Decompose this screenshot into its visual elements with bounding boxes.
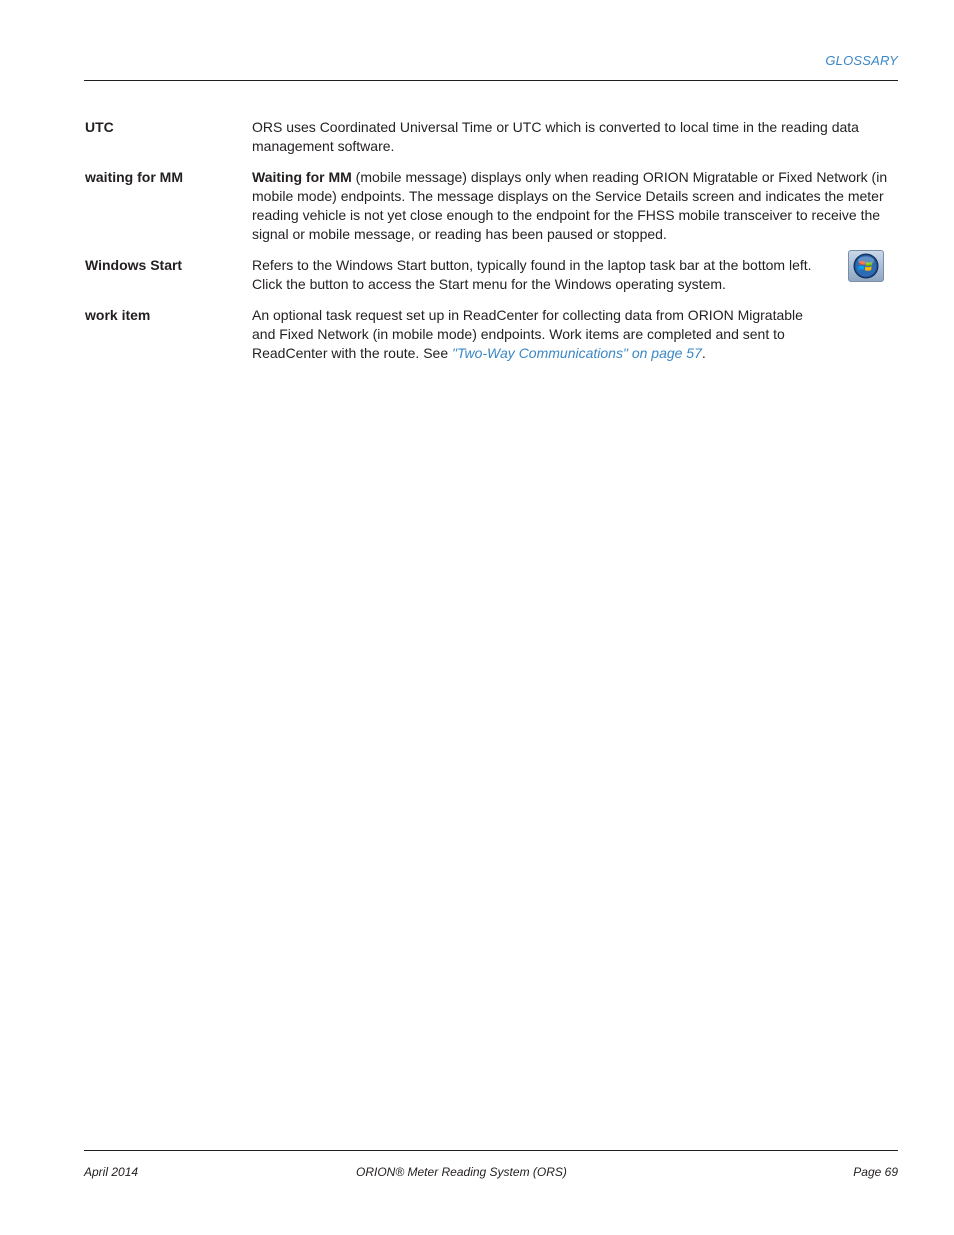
definition-text: (mobile message) displays only when reading ORION Migratable or Fixed Network (in mobile mode) endpoints. The message displays on the Service Details screen and indicates the meter reading vehicle is not yet close enough to the endpoint for the FHSS mobile transceiver to receive the signal or mobile message, or reading has been paused or stopped. [252,169,888,242]
footer-page-number: Page 69 [853,1165,898,1179]
definition-text: Refers to the Windows Start button, typically found in the laptop task bar at the bottom left. Click the button to access the Start menu for the Windows operating system. [252,257,812,292]
glossary-term: Windows Start [85,257,183,273]
glossary-list [85,118,898,375]
section-header: GLOSSARY [825,53,898,68]
glossary-definition [252,306,898,363]
glossary-entry-utc [85,118,898,156]
header-divider [84,80,898,81]
glossary-term: waiting for MM [85,169,183,185]
definition-end: . [701,345,706,361]
glossary-term: UTC [85,119,114,135]
cross-reference-link[interactable]: "Two-Way Communications" on page 57 [452,345,702,361]
glossary-definition [252,168,898,244]
glossary-definition [252,256,898,294]
footer-product: ORION® Meter Reading System (ORS) [356,1165,567,1179]
footer-date: April 2014 [84,1165,139,1179]
windows-start-icon [848,250,884,282]
glossary-entry-waiting-for-mm [85,168,898,244]
definition-line-2: and Fixed Network (in mobile mode) endpoints. Work items are completed and sent to [252,326,785,342]
definition-line-1: An optional task request set up in ReadCenter for collecting data from ORION Migratable [252,307,803,323]
glossary-definition: ORS uses Coordinated Universal Time or UTC which is converted to local time in the reading data management software. [252,119,859,154]
glossary-entry-work-item [85,306,898,363]
glossary-entry-windows-start [85,256,898,294]
definition-line-3: ReadCenter with the route. See [252,345,453,361]
definition-bold-lead: Waiting for MM [252,169,352,185]
glossary-term: work item [85,307,151,323]
footer-divider [84,1150,898,1151]
